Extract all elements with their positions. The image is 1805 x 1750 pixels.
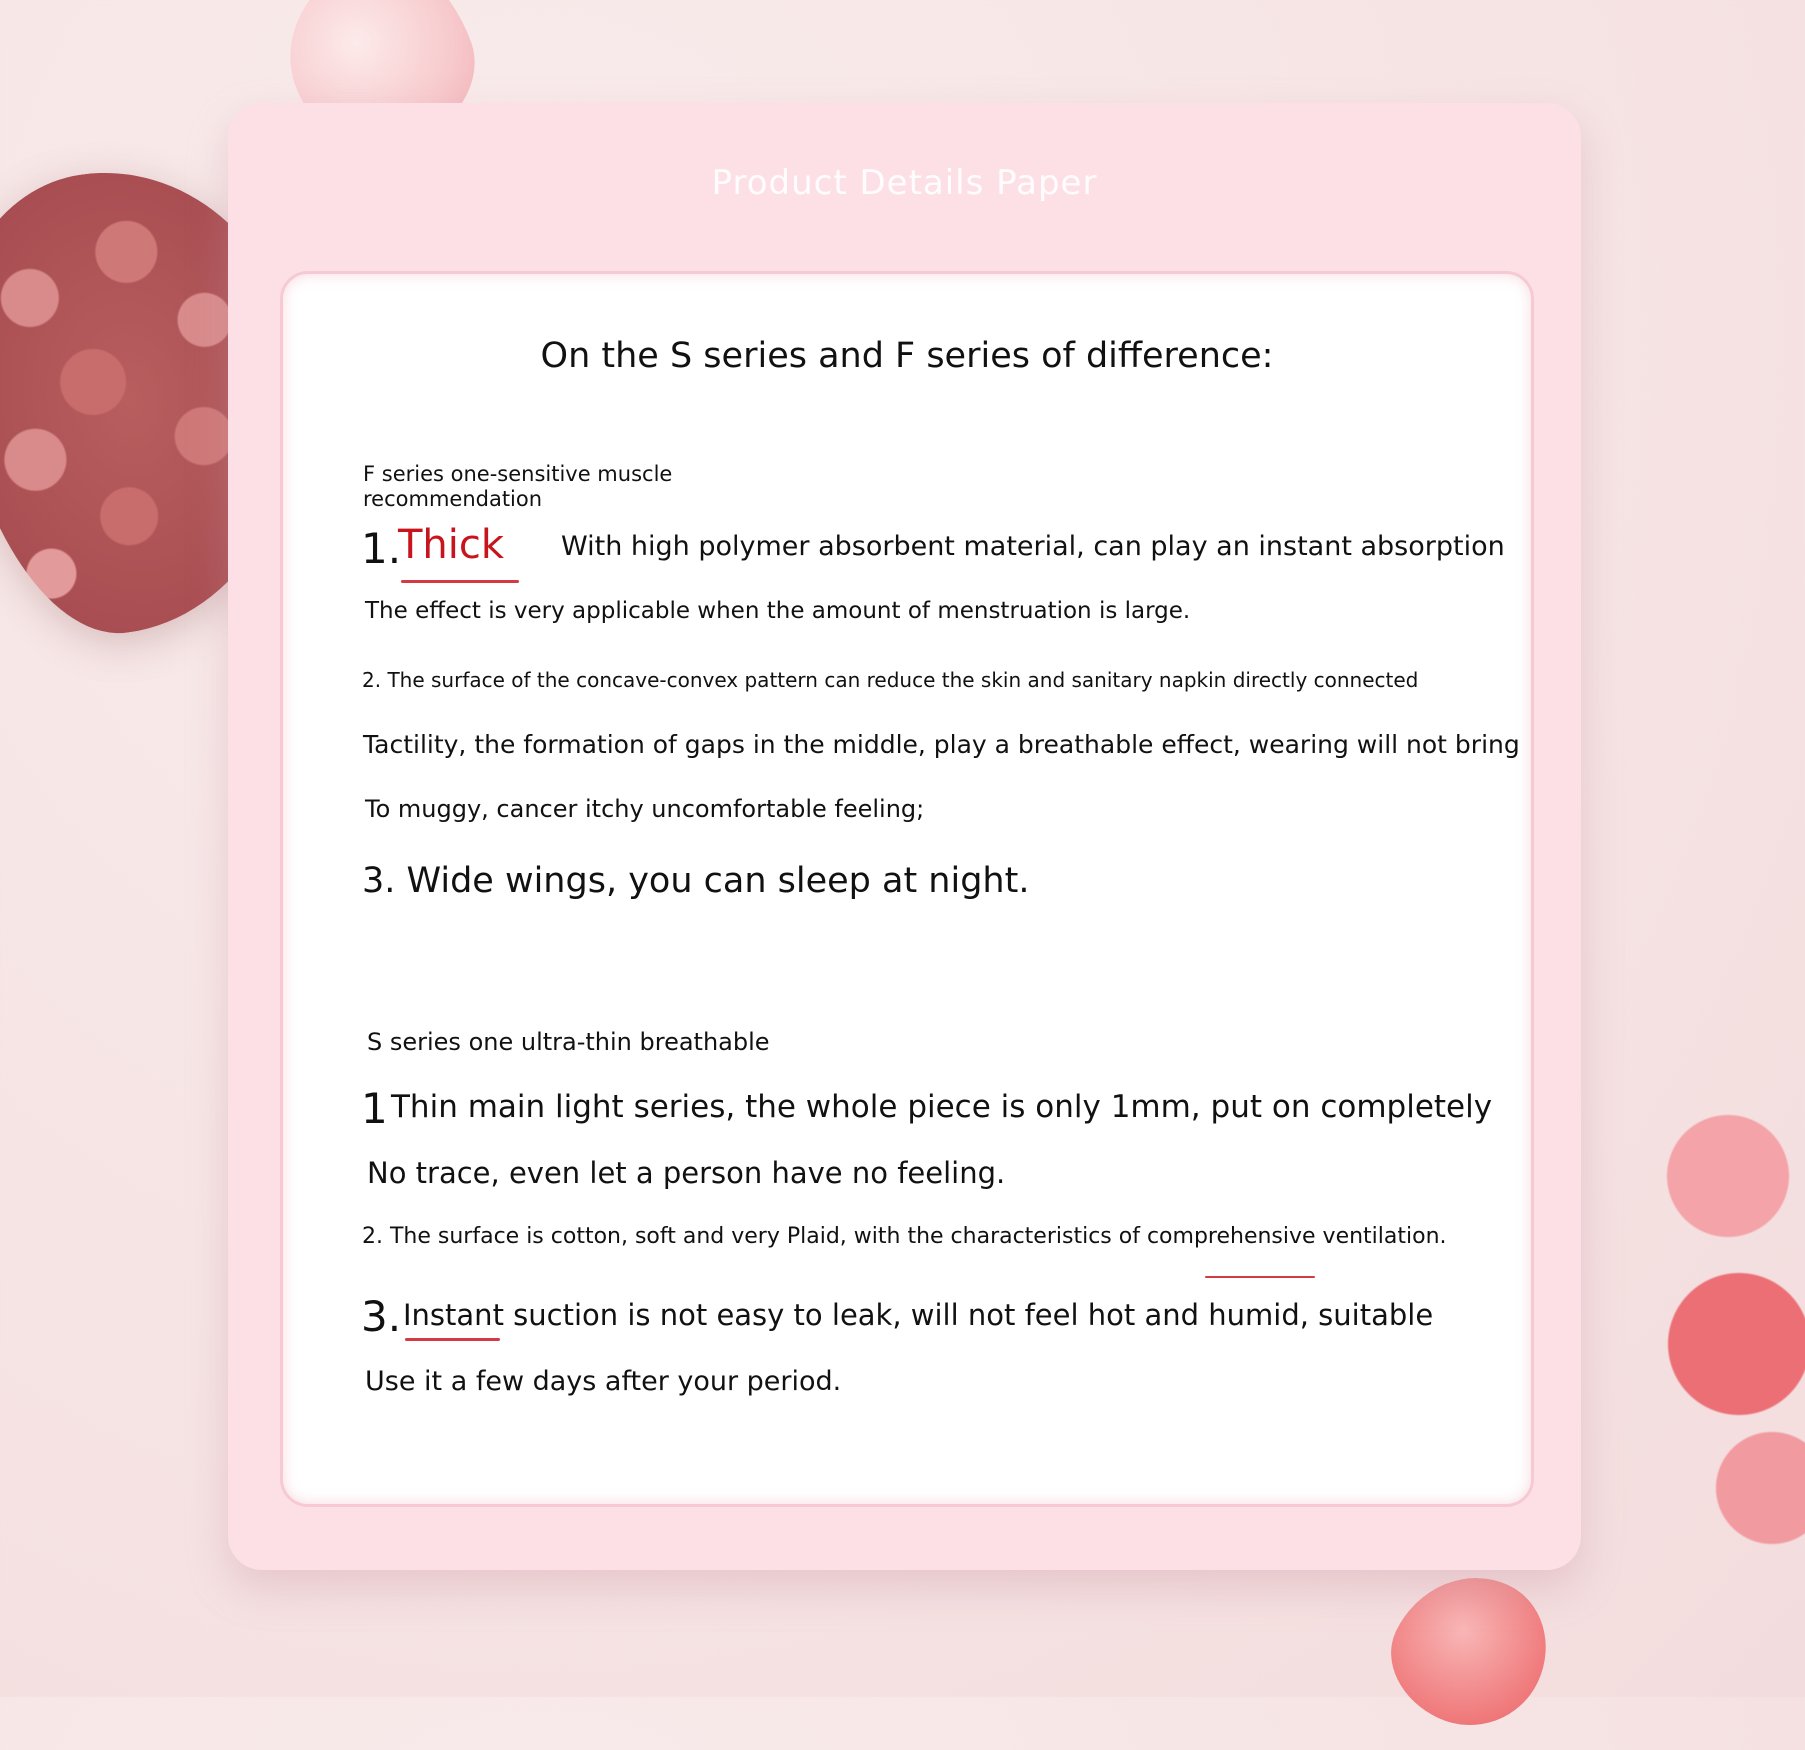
roses-icon (1640, 1080, 1805, 1560)
s-item1-number: 1 (361, 1084, 388, 1133)
rose-petal-icon (1370, 1550, 1569, 1749)
s-item2-text: 2. The surface is cotton, soft and very Plaid, with the characteristics of comprehensive ventilation. (362, 1224, 1447, 1249)
s-series-title: S series one ultra-thin breathable (367, 1028, 770, 1056)
s-item1-cont: No trace, even let a person have no feeling. (367, 1156, 1006, 1190)
s-item1-text: Thin main light series, the whole piece is only 1mm, put on completely (391, 1089, 1493, 1125)
f-item3-text: 3. Wide wings, you can sleep at night. (362, 861, 1030, 901)
f-item2-cont2: To muggy, cancer itchy uncomfortable feeling; (365, 795, 925, 823)
highlight-underline (1205, 1276, 1315, 1278)
instant-underline (405, 1338, 500, 1341)
page-heading: On the S series and F series of difference: (540, 336, 1274, 376)
keyword-underline (401, 580, 519, 583)
f-item2-cont1: Tactility, the formation of gaps in the middle, play a breathable effect, wearing will not bring (363, 730, 1520, 759)
s-item3-text: Instant suction is not easy to leak, will not feel hot and humid, suitable (403, 1298, 1434, 1332)
content-panel (280, 271, 1534, 1507)
card-title: Product Details Paper (711, 163, 1098, 203)
f-item1-keyword: Thick (398, 522, 505, 568)
f-item1-cont: The effect is very applicable when the amount of menstruation is large. (365, 598, 1191, 624)
s-item3-cont: Use it a few days after your period. (365, 1366, 842, 1397)
product-details-card (228, 103, 1581, 1570)
f-item1-number: 1. (361, 524, 402, 573)
f-item1-text: With high polymer absorbent material, can play an instant absorption (561, 531, 1505, 562)
s-item3-number: 3. (361, 1292, 402, 1341)
f-item2-text: 2. The surface of the concave-convex pattern can reduce the skin and sanitary napkin directly connected (362, 668, 1419, 692)
f-series-title: F series one-sensitive muscle recommendation (363, 462, 673, 511)
